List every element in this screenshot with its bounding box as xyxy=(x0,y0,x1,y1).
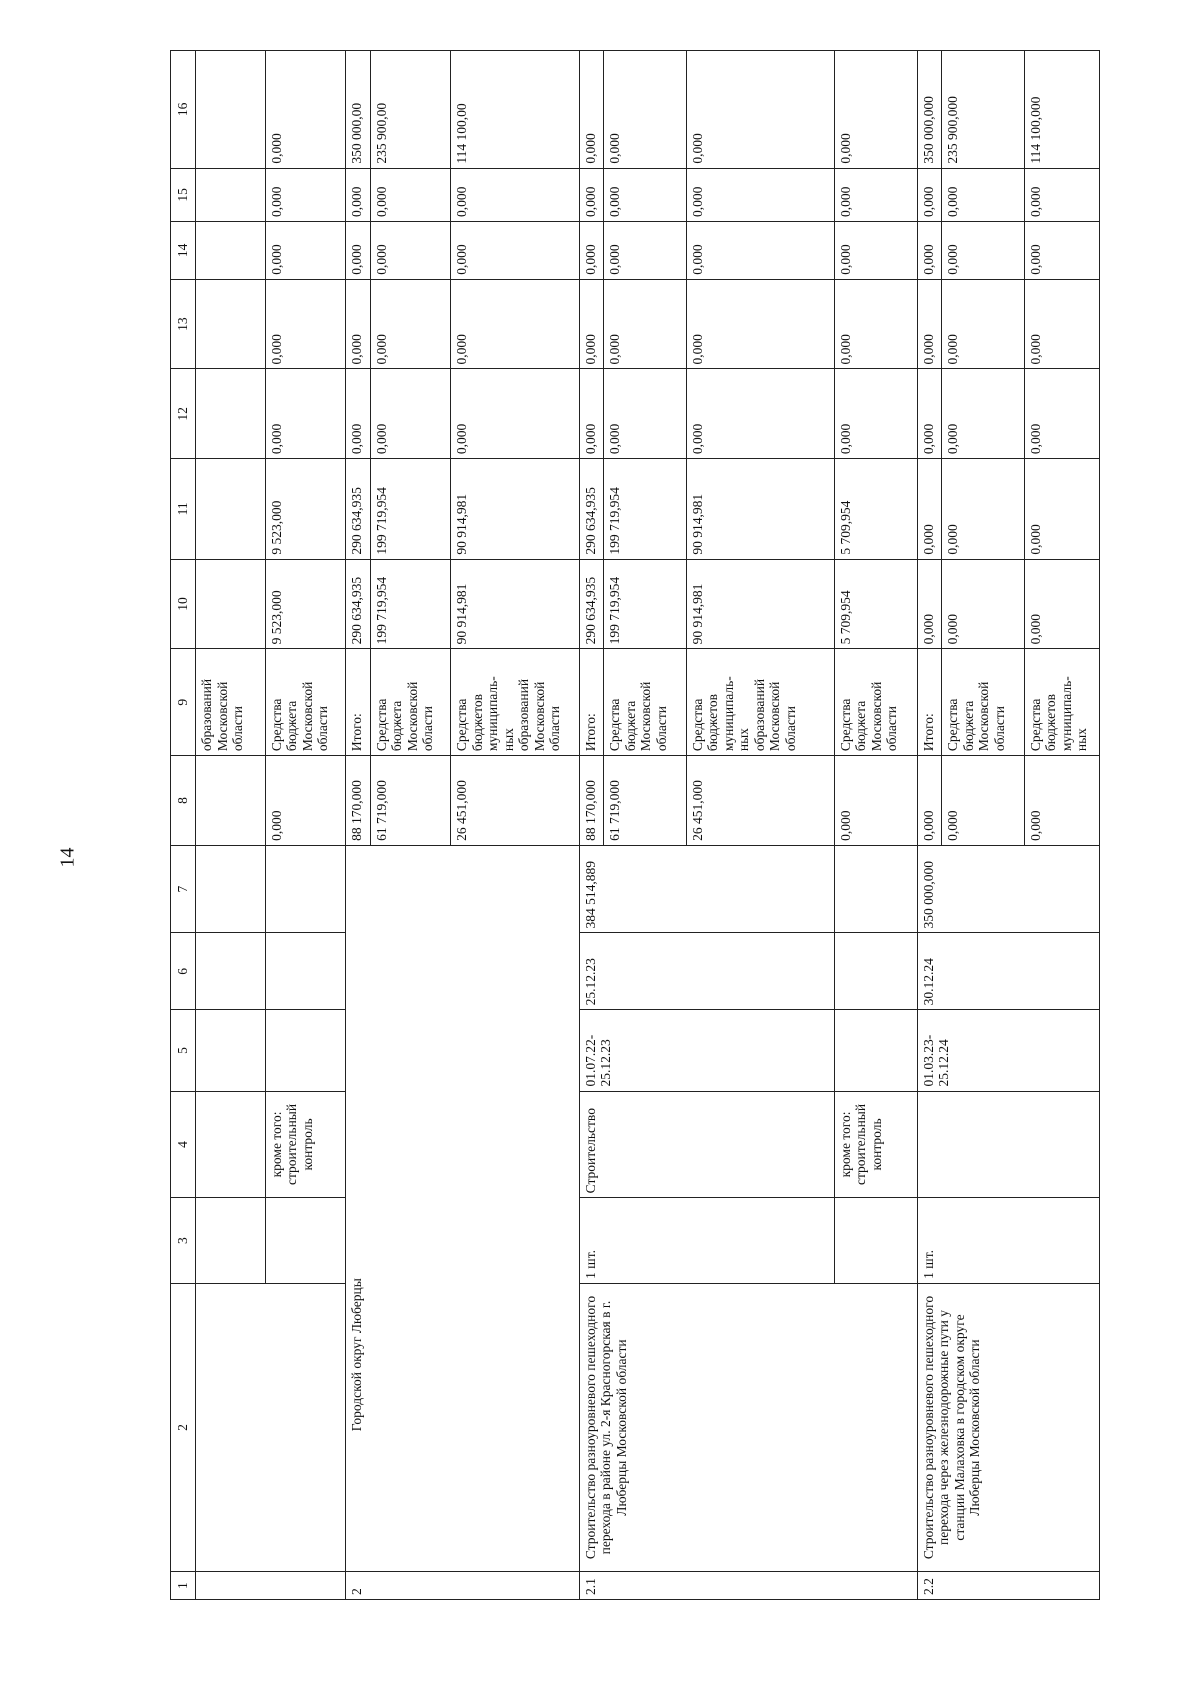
period: 01.07.22- 25.12.23 xyxy=(579,1010,834,1091)
value-col11: 290 634,935 xyxy=(579,459,604,559)
value-col12: 0,000 xyxy=(917,369,942,459)
object-name: Строительство разноуровневого пешеходного перехода через железнодорожные пути у станции Малаховка в городском округе Люберцы Московской области xyxy=(917,1283,1099,1571)
column-number-row xyxy=(171,51,196,1600)
financing-table xyxy=(170,50,1100,1600)
funding-source: образований Московской области xyxy=(196,649,266,756)
value-col16: 114 100,00 xyxy=(451,51,579,169)
value-col16: 235 900,00 xyxy=(370,51,451,169)
value-col11: 0,000 xyxy=(917,459,942,559)
value-col8: 88 170,000 xyxy=(579,756,604,846)
value-col16: 0,000 xyxy=(265,51,346,169)
col-num: 12 xyxy=(171,369,196,459)
value-col13: 0,000 xyxy=(917,279,942,369)
value-col14: 0,000 xyxy=(917,222,942,280)
value-col10: 5 709,954 xyxy=(834,559,917,649)
value-col13: 0,000 xyxy=(942,279,1025,369)
funding-source: Средства бюджета Московской области xyxy=(265,649,346,756)
funding-source: Итого: xyxy=(346,649,371,756)
section-title: Городской округ Люберцы xyxy=(346,845,579,1571)
value-col11: 9 523,000 xyxy=(265,459,346,559)
activity-type xyxy=(917,1091,1099,1198)
quantity: 1 шт. xyxy=(917,1198,1099,1283)
carry-row-a xyxy=(196,51,266,1600)
col-num: 9 xyxy=(171,649,196,756)
value-col13: 0,000 xyxy=(346,279,371,369)
col-num: 8 xyxy=(171,756,196,846)
value-col8: 0,000 xyxy=(917,756,942,846)
value-col11: 0,000 xyxy=(942,459,1025,559)
value-col16: 0,000 xyxy=(834,51,917,169)
value-col11: 199 719,954 xyxy=(604,459,687,559)
col-num: 3 xyxy=(171,1198,196,1283)
value-col12: 0,000 xyxy=(265,369,346,459)
value-col11: 5 709,954 xyxy=(834,459,917,559)
funding-source: Итого: xyxy=(917,649,942,756)
period: 01.03.23- 25.12.24 xyxy=(917,1010,1099,1091)
value-col14: 0,000 xyxy=(265,222,346,280)
value-col11: 90 914,981 xyxy=(451,459,579,559)
value-col15: 0,000 xyxy=(346,168,371,221)
value-col14: 0,000 xyxy=(686,222,834,280)
value-col8: 61 719,000 xyxy=(604,756,687,846)
value-col10: 0,000 xyxy=(1024,559,1099,649)
value-col14: 0,000 xyxy=(451,222,579,280)
cost: 350 000,000 xyxy=(917,845,1099,933)
value-col10: 0,000 xyxy=(917,559,942,649)
value-col8: 0,000 xyxy=(265,756,346,846)
col-num: 7 xyxy=(171,845,196,933)
value-col12: 0,000 xyxy=(942,369,1025,459)
item-number: 2.1 xyxy=(579,1572,917,1600)
value-col10: 290 634,935 xyxy=(346,559,371,649)
value-col10: 90 914,981 xyxy=(686,559,834,649)
quantity: 1 шт. xyxy=(579,1198,834,1283)
item-2-1-total-row xyxy=(579,51,604,1600)
value-col12: 0,000 xyxy=(346,369,371,459)
activity-type: кроме того: строительный контроль xyxy=(265,1091,346,1198)
value-col15: 0,000 xyxy=(1024,168,1099,221)
funding-source: Средства бюджета Московской области xyxy=(370,649,451,756)
activity-type: Строительство xyxy=(579,1091,834,1198)
object-name: Строительство разноуровневого пешеходного перехода в районе ул. 2-я Красногорская в г. Люберцы Московской области xyxy=(579,1283,917,1571)
value-col8: 26 451,000 xyxy=(686,756,834,846)
value-col8: 61 719,000 xyxy=(370,756,451,846)
completion-date: 30.12.24 xyxy=(917,933,1099,1010)
value-col8: 0,000 xyxy=(834,756,917,846)
value-col14: 0,000 xyxy=(942,222,1025,280)
value-col15: 0,000 xyxy=(370,168,451,221)
col-num: 13 xyxy=(171,279,196,369)
funding-source: Средства бюджета Московской области xyxy=(604,649,687,756)
funding-source: Средства бюджетов муниципаль-ных образований Московской области xyxy=(451,649,579,756)
value-col13: 0,000 xyxy=(579,279,604,369)
value-col11: 199 719,954 xyxy=(370,459,451,559)
funding-source: Средства бюджетов муниципаль-ных xyxy=(1024,649,1099,756)
value-col16: 0,000 xyxy=(604,51,687,169)
col-num: 1 xyxy=(171,1572,196,1600)
value-col12: 0,000 xyxy=(1024,369,1099,459)
value-col11: 90 914,981 xyxy=(686,459,834,559)
page-number: 14 xyxy=(56,847,79,868)
value-col10: 199 719,954 xyxy=(604,559,687,649)
value-col12: 0,000 xyxy=(604,369,687,459)
col-num: 11 xyxy=(171,459,196,559)
completion-date: 25.12.23 xyxy=(579,933,834,1010)
value-col16: 0,000 xyxy=(579,51,604,169)
funding-source: Средства бюджета Московской области xyxy=(942,649,1025,756)
value-col12: 0,000 xyxy=(686,369,834,459)
col-num: 14 xyxy=(171,222,196,280)
value-col13: 0,000 xyxy=(1024,279,1099,369)
value-col14: 0,000 xyxy=(579,222,604,280)
value-col11: 0,000 xyxy=(1024,459,1099,559)
value-col8: 88 170,000 xyxy=(346,756,371,846)
value-col13: 0,000 xyxy=(834,279,917,369)
value-col15: 0,000 xyxy=(265,168,346,221)
value-col15: 0,000 xyxy=(451,168,579,221)
value-col10: 9 523,000 xyxy=(265,559,346,649)
value-col14: 0,000 xyxy=(834,222,917,280)
value-col10: 290 634,935 xyxy=(579,559,604,649)
value-col14: 0,000 xyxy=(604,222,687,280)
value-col16: 350 000,00 xyxy=(346,51,371,169)
value-col16: 350 000,000 xyxy=(917,51,942,169)
value-col8: 0,000 xyxy=(1024,756,1099,846)
col-num: 15 xyxy=(171,168,196,221)
value-col16: 0,000 xyxy=(686,51,834,169)
section-2-total-row xyxy=(346,51,371,1600)
col-num: 2 xyxy=(171,1283,196,1571)
funding-source: Средства бюджетов муниципаль-ных образований Московской области xyxy=(686,649,834,756)
value-col15: 0,000 xyxy=(917,168,942,221)
value-col14: 0,000 xyxy=(1024,222,1099,280)
funding-source: Итого: xyxy=(579,649,604,756)
value-col12: 0,000 xyxy=(451,369,579,459)
value-col10: 0,000 xyxy=(942,559,1025,649)
value-col12: 0,000 xyxy=(370,369,451,459)
col-num: 10 xyxy=(171,559,196,649)
value-col8: 26 451,000 xyxy=(451,756,579,846)
value-col13: 0,000 xyxy=(686,279,834,369)
value-col15: 0,000 xyxy=(579,168,604,221)
value-col15: 0,000 xyxy=(834,168,917,221)
col-num: 16 xyxy=(171,51,196,169)
value-col15: 0,000 xyxy=(686,168,834,221)
item-2-2-total-row xyxy=(917,51,942,1600)
value-col15: 0,000 xyxy=(604,168,687,221)
value-col10: 90 914,981 xyxy=(451,559,579,649)
funding-source: Средства бюджета Московской области xyxy=(834,649,917,756)
value-col13: 0,000 xyxy=(370,279,451,369)
value-col16: 235 900,000 xyxy=(942,51,1025,169)
col-num: 6 xyxy=(171,933,196,1010)
value-col15: 0,000 xyxy=(942,168,1025,221)
value-col13: 0,000 xyxy=(265,279,346,369)
value-col12: 0,000 xyxy=(834,369,917,459)
value-col11: 290 634,935 xyxy=(346,459,371,559)
value-col14: 0,000 xyxy=(370,222,451,280)
col-num: 4 xyxy=(171,1091,196,1198)
activity-type: кроме того: строительный контроль xyxy=(834,1091,917,1198)
value-col12: 0,000 xyxy=(579,369,604,459)
value-col8: 0,000 xyxy=(942,756,1025,846)
value-col13: 0,000 xyxy=(451,279,579,369)
value-col14: 0,000 xyxy=(346,222,371,280)
financing-table-wrapper xyxy=(170,50,1100,1600)
col-num: 5 xyxy=(171,1010,196,1091)
cost: 384 514,889 xyxy=(579,845,834,933)
value-col16: 114 100,000 xyxy=(1024,51,1099,169)
value-col10: 199 719,954 xyxy=(370,559,451,649)
section-number: 2 xyxy=(346,1572,579,1600)
item-number: 2.2 xyxy=(917,1572,1099,1600)
value-col13: 0,000 xyxy=(604,279,687,369)
